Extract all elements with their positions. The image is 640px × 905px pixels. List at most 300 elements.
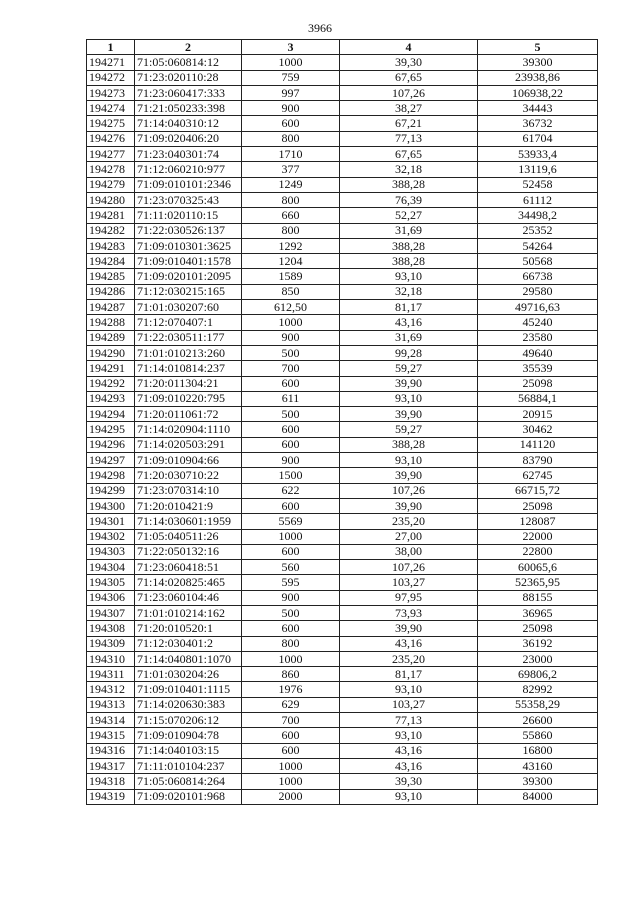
cell-total: 55358,29 — [478, 697, 598, 712]
cell-rate: 388,28 — [340, 238, 478, 253]
cell-area: 1000 — [242, 55, 340, 70]
cell-total: 62745 — [478, 468, 598, 483]
cell-total: 39300 — [478, 774, 598, 789]
cell-rate: 32,18 — [340, 162, 478, 177]
cell-cadastral-number: 71:14:020630:383 — [135, 697, 242, 712]
table-row — [87, 651, 598, 666]
cell-rate: 27,00 — [340, 529, 478, 544]
cell-rate: 107,26 — [340, 85, 478, 100]
table-row — [87, 774, 598, 789]
header-row — [87, 40, 598, 55]
cell-total: 22000 — [478, 529, 598, 544]
cell-record-id: 194309 — [87, 636, 135, 651]
cell-record-id: 194276 — [87, 131, 135, 146]
cell-cadastral-number: 71:20:030710:22 — [135, 468, 242, 483]
cell-rate: 43,16 — [340, 758, 478, 773]
cell-rate: 38,00 — [340, 544, 478, 559]
cell-rate: 43,16 — [340, 315, 478, 330]
cell-area: 600 — [242, 544, 340, 559]
cell-area: 800 — [242, 636, 340, 651]
table-row — [87, 391, 598, 406]
table-row — [87, 223, 598, 238]
cell-cadastral-number: 71:12:030215:165 — [135, 284, 242, 299]
table-row — [87, 284, 598, 299]
cell-rate: 388,28 — [340, 177, 478, 192]
cell-area: 1976 — [242, 682, 340, 697]
cell-rate: 93,10 — [340, 789, 478, 804]
cell-total: 52365,95 — [478, 575, 598, 590]
cell-cadastral-number: 71:09:020101:968 — [135, 789, 242, 804]
cell-record-id: 194307 — [87, 605, 135, 620]
cell-total: 66738 — [478, 269, 598, 284]
table-row — [87, 85, 598, 100]
table-row — [87, 422, 598, 437]
cell-cadastral-number: 71:23:060418:51 — [135, 560, 242, 575]
cell-area: 660 — [242, 208, 340, 223]
cell-record-id: 194271 — [87, 55, 135, 70]
cell-total: 25098 — [478, 621, 598, 636]
table-row — [87, 514, 598, 529]
table-row — [87, 682, 598, 697]
cell-cadastral-number: 71:21:050233:398 — [135, 101, 242, 116]
table-row — [87, 177, 598, 192]
cell-rate: 39,90 — [340, 407, 478, 422]
cell-total: 30462 — [478, 422, 598, 437]
cell-cadastral-number: 71:11:020110:15 — [135, 208, 242, 223]
table-row — [87, 575, 598, 590]
cell-record-id: 194292 — [87, 376, 135, 391]
cell-total: 25352 — [478, 223, 598, 238]
cell-total: 55860 — [478, 728, 598, 743]
cell-cadastral-number: 71:01:030204:26 — [135, 667, 242, 682]
cell-record-id: 194289 — [87, 330, 135, 345]
cell-record-id: 194313 — [87, 697, 135, 712]
cell-rate: 93,10 — [340, 269, 478, 284]
cell-record-id: 194281 — [87, 208, 135, 223]
cell-rate: 39,90 — [340, 498, 478, 513]
cell-area: 600 — [242, 743, 340, 758]
cell-total: 84000 — [478, 789, 598, 804]
table-body — [87, 55, 598, 805]
cell-rate: 73,93 — [340, 605, 478, 620]
cell-rate: 67,65 — [340, 70, 478, 85]
table-row — [87, 254, 598, 269]
cell-total: 35539 — [478, 361, 598, 376]
cell-area: 900 — [242, 590, 340, 605]
cell-total: 20915 — [478, 407, 598, 422]
cell-area: 860 — [242, 667, 340, 682]
cell-rate: 103,27 — [340, 697, 478, 712]
cell-total: 34443 — [478, 101, 598, 116]
cell-record-id: 194290 — [87, 345, 135, 360]
cell-rate: 39,90 — [340, 468, 478, 483]
cell-cadastral-number: 71:23:060104:46 — [135, 590, 242, 605]
cell-area: 612,50 — [242, 300, 340, 315]
cell-area: 2000 — [242, 789, 340, 804]
cell-total: 25098 — [478, 498, 598, 513]
table-row — [87, 300, 598, 315]
cell-total: 22800 — [478, 544, 598, 559]
cell-rate: 32,18 — [340, 284, 478, 299]
cell-record-id: 194306 — [87, 590, 135, 605]
cell-area: 500 — [242, 407, 340, 422]
cell-cadastral-number: 71:14:030601:1959 — [135, 514, 242, 529]
cell-cadastral-number: 71:14:020825:465 — [135, 575, 242, 590]
cell-record-id: 194319 — [87, 789, 135, 804]
cell-rate: 39,30 — [340, 55, 478, 70]
cell-area: 595 — [242, 575, 340, 590]
cell-rate: 39,90 — [340, 376, 478, 391]
cell-cadastral-number: 71:09:010401:1578 — [135, 254, 242, 269]
cell-cadastral-number: 71:23:070325:43 — [135, 192, 242, 207]
cell-area: 600 — [242, 621, 340, 636]
cell-record-id: 194278 — [87, 162, 135, 177]
cell-total: 23000 — [478, 651, 598, 666]
cell-record-id: 194272 — [87, 70, 135, 85]
cell-cadastral-number: 71:22:030511:177 — [135, 330, 242, 345]
table-row — [87, 131, 598, 146]
cell-total: 60065,6 — [478, 560, 598, 575]
cell-cadastral-number: 71:20:011061:72 — [135, 407, 242, 422]
table-row — [87, 376, 598, 391]
table-row — [87, 208, 598, 223]
column-header-1: 1 — [87, 40, 135, 55]
cell-total: 29580 — [478, 284, 598, 299]
column-header-3: 3 — [242, 40, 340, 55]
table-row — [87, 55, 598, 70]
cell-cadastral-number: 71:14:040310:12 — [135, 116, 242, 131]
cell-total: 141120 — [478, 437, 598, 452]
cell-record-id: 194279 — [87, 177, 135, 192]
cell-record-id: 194300 — [87, 498, 135, 513]
cell-cadastral-number: 71:09:020406:20 — [135, 131, 242, 146]
cell-area: 900 — [242, 330, 340, 345]
cell-total: 36192 — [478, 636, 598, 651]
cell-cadastral-number: 71:14:020503:291 — [135, 437, 242, 452]
cell-area: 1710 — [242, 147, 340, 162]
cell-rate: 97,95 — [340, 590, 478, 605]
cell-cadastral-number: 71:05:060814:264 — [135, 774, 242, 789]
cell-total: 13119,6 — [478, 162, 598, 177]
cell-record-id: 194314 — [87, 713, 135, 728]
cell-total: 69806,2 — [478, 667, 598, 682]
cell-cadastral-number: 71:05:060814:12 — [135, 55, 242, 70]
cell-area: 1000 — [242, 774, 340, 789]
table-row — [87, 483, 598, 498]
cell-cadastral-number: 71:23:070314:10 — [135, 483, 242, 498]
cell-cadastral-number: 71:09:010220:795 — [135, 391, 242, 406]
cell-rate: 81,17 — [340, 667, 478, 682]
cell-total: 88155 — [478, 590, 598, 605]
cell-record-id: 194284 — [87, 254, 135, 269]
cell-area: 600 — [242, 116, 340, 131]
cell-record-id: 194317 — [87, 758, 135, 773]
table-row — [87, 453, 598, 468]
cell-record-id: 194318 — [87, 774, 135, 789]
table-row — [87, 697, 598, 712]
cell-record-id: 194297 — [87, 453, 135, 468]
cell-total: 61704 — [478, 131, 598, 146]
cell-rate: 107,26 — [340, 483, 478, 498]
cell-record-id: 194293 — [87, 391, 135, 406]
data-table — [86, 39, 598, 805]
cell-cadastral-number: 71:23:060417:333 — [135, 85, 242, 100]
cell-area: 1000 — [242, 529, 340, 544]
cell-rate: 77,13 — [340, 713, 478, 728]
table-row — [87, 147, 598, 162]
cell-cadastral-number: 71:01:010214:162 — [135, 605, 242, 620]
cell-record-id: 194295 — [87, 422, 135, 437]
cell-area: 700 — [242, 361, 340, 376]
cell-record-id: 194312 — [87, 682, 135, 697]
cell-rate: 59,27 — [340, 422, 478, 437]
table-row — [87, 101, 598, 116]
cell-area: 600 — [242, 437, 340, 452]
cell-rate: 93,10 — [340, 453, 478, 468]
cell-record-id: 194310 — [87, 651, 135, 666]
cell-rate: 38,27 — [340, 101, 478, 116]
cell-record-id: 194283 — [87, 238, 135, 253]
table-row — [87, 713, 598, 728]
cell-area: 700 — [242, 713, 340, 728]
cell-total: 66715,72 — [478, 483, 598, 498]
cell-area: 800 — [242, 223, 340, 238]
cell-record-id: 194299 — [87, 483, 135, 498]
cell-record-id: 194277 — [87, 147, 135, 162]
cell-total: 61112 — [478, 192, 598, 207]
table-row — [87, 621, 598, 636]
table-row — [87, 192, 598, 207]
cell-rate: 43,16 — [340, 636, 478, 651]
cell-total: 25098 — [478, 376, 598, 391]
table-row — [87, 498, 598, 513]
table-row — [87, 560, 598, 575]
cell-area: 1204 — [242, 254, 340, 269]
cell-record-id: 194316 — [87, 743, 135, 758]
cell-area: 600 — [242, 498, 340, 513]
cell-cadastral-number: 71:15:070206:12 — [135, 713, 242, 728]
table-row — [87, 758, 598, 773]
cell-rate: 67,65 — [340, 147, 478, 162]
cell-cadastral-number: 71:09:010401:1115 — [135, 682, 242, 697]
table-row — [87, 743, 598, 758]
cell-area: 377 — [242, 162, 340, 177]
table-row — [87, 345, 598, 360]
table-row — [87, 468, 598, 483]
cell-cadastral-number: 71:22:030526:137 — [135, 223, 242, 238]
cell-cadastral-number: 71:05:040511:26 — [135, 529, 242, 544]
cell-record-id: 194286 — [87, 284, 135, 299]
cell-total: 53933,4 — [478, 147, 598, 162]
cell-total: 36732 — [478, 116, 598, 131]
table-row — [87, 162, 598, 177]
cell-record-id: 194282 — [87, 223, 135, 238]
cell-rate: 93,10 — [340, 682, 478, 697]
cell-rate: 31,69 — [340, 223, 478, 238]
cell-cadastral-number: 71:20:011304:21 — [135, 376, 242, 391]
cell-record-id: 194308 — [87, 621, 135, 636]
cell-area: 1000 — [242, 758, 340, 773]
cell-total: 16800 — [478, 743, 598, 758]
cell-cadastral-number: 71:23:040301:74 — [135, 147, 242, 162]
cell-total: 54264 — [478, 238, 598, 253]
cell-record-id: 194303 — [87, 544, 135, 559]
column-header-4: 4 — [340, 40, 478, 55]
cell-record-id: 194296 — [87, 437, 135, 452]
cell-area: 622 — [242, 483, 340, 498]
cell-rate: 99,28 — [340, 345, 478, 360]
cell-cadastral-number: 71:01:010213:260 — [135, 345, 242, 360]
table-row — [87, 315, 598, 330]
cell-area: 900 — [242, 453, 340, 468]
cell-area: 900 — [242, 101, 340, 116]
cell-record-id: 194273 — [87, 85, 135, 100]
cell-total: 56884,1 — [478, 391, 598, 406]
table-row — [87, 544, 598, 559]
table-row — [87, 437, 598, 452]
cell-total: 50568 — [478, 254, 598, 269]
cell-cadastral-number: 71:09:010301:3625 — [135, 238, 242, 253]
cell-total: 26600 — [478, 713, 598, 728]
cell-rate: 77,13 — [340, 131, 478, 146]
cell-cadastral-number: 71:14:020904:1110 — [135, 422, 242, 437]
cell-total: 45240 — [478, 315, 598, 330]
table-row — [87, 789, 598, 804]
cell-cadastral-number: 71:12:030401:2 — [135, 636, 242, 651]
column-header-2: 2 — [135, 40, 242, 55]
cell-cadastral-number: 71:20:010421:9 — [135, 498, 242, 513]
cell-rate: 103,27 — [340, 575, 478, 590]
cell-total: 82992 — [478, 682, 598, 697]
cell-area: 560 — [242, 560, 340, 575]
cell-record-id: 194274 — [87, 101, 135, 116]
cell-total: 34498,2 — [478, 208, 598, 223]
cell-rate: 93,10 — [340, 728, 478, 743]
cell-area: 1292 — [242, 238, 340, 253]
cell-total: 49640 — [478, 345, 598, 360]
cell-record-id: 194275 — [87, 116, 135, 131]
cell-area: 759 — [242, 70, 340, 85]
cell-total: 49716,63 — [478, 300, 598, 315]
cell-cadastral-number: 71:20:010520:1 — [135, 621, 242, 636]
table-row — [87, 529, 598, 544]
cell-rate: 31,69 — [340, 330, 478, 345]
cell-record-id: 194302 — [87, 529, 135, 544]
cell-total: 128087 — [478, 514, 598, 529]
cell-total: 52458 — [478, 177, 598, 192]
cell-cadastral-number: 71:14:010814:237 — [135, 361, 242, 376]
cell-area: 611 — [242, 391, 340, 406]
table-row — [87, 407, 598, 422]
cell-total: 43160 — [478, 758, 598, 773]
table-row — [87, 667, 598, 682]
cell-rate: 107,26 — [340, 560, 478, 575]
cell-cadastral-number: 71:23:020110:28 — [135, 70, 242, 85]
cell-area: 1589 — [242, 269, 340, 284]
cell-total: 106938,22 — [478, 85, 598, 100]
cell-area: 850 — [242, 284, 340, 299]
cell-total: 36965 — [478, 605, 598, 620]
cell-area: 997 — [242, 85, 340, 100]
cell-record-id: 194304 — [87, 560, 135, 575]
table-row — [87, 590, 598, 605]
cell-cadastral-number: 71:12:070407:1 — [135, 315, 242, 330]
cell-record-id: 194298 — [87, 468, 135, 483]
column-header-5: 5 — [478, 40, 598, 55]
cell-area: 500 — [242, 345, 340, 360]
cell-record-id: 194301 — [87, 514, 135, 529]
cell-cadastral-number: 71:09:010904:78 — [135, 728, 242, 743]
cell-record-id: 194287 — [87, 300, 135, 315]
cell-area: 1500 — [242, 468, 340, 483]
cell-total: 83790 — [478, 453, 598, 468]
cell-cadastral-number: 71:09:010904:66 — [135, 453, 242, 468]
cell-rate: 388,28 — [340, 437, 478, 452]
cell-rate: 52,27 — [340, 208, 478, 223]
cell-rate: 81,17 — [340, 300, 478, 315]
cell-area: 600 — [242, 728, 340, 743]
cell-area: 800 — [242, 131, 340, 146]
table-row — [87, 361, 598, 376]
cell-cadastral-number: 71:09:020101:2095 — [135, 269, 242, 284]
cell-record-id: 194305 — [87, 575, 135, 590]
cell-area: 600 — [242, 376, 340, 391]
table-row — [87, 238, 598, 253]
cell-record-id: 194311 — [87, 667, 135, 682]
cell-area: 500 — [242, 605, 340, 620]
cell-cadastral-number: 71:14:040103:15 — [135, 743, 242, 758]
cell-rate: 388,28 — [340, 254, 478, 269]
table-header — [87, 40, 598, 55]
cell-rate: 235,20 — [340, 514, 478, 529]
cell-record-id: 194294 — [87, 407, 135, 422]
cell-area: 5569 — [242, 514, 340, 529]
cell-cadastral-number: 71:01:030207:60 — [135, 300, 242, 315]
cell-area: 1249 — [242, 177, 340, 192]
table-row — [87, 269, 598, 284]
cell-cadastral-number: 71:12:060210:977 — [135, 162, 242, 177]
page-number: 3966 — [308, 21, 332, 35]
cell-record-id: 194285 — [87, 269, 135, 284]
table-row — [87, 70, 598, 85]
cell-area: 1000 — [242, 651, 340, 666]
table-row — [87, 116, 598, 131]
cell-rate: 235,20 — [340, 651, 478, 666]
cell-area: 1000 — [242, 315, 340, 330]
cell-rate: 59,27 — [340, 361, 478, 376]
table-row — [87, 636, 598, 651]
cell-record-id: 194315 — [87, 728, 135, 743]
cell-cadastral-number: 71:09:010101:2346 — [135, 177, 242, 192]
table-row — [87, 330, 598, 345]
cell-rate: 39,30 — [340, 774, 478, 789]
cell-cadastral-number: 71:14:040801:1070 — [135, 651, 242, 666]
cell-rate: 39,90 — [340, 621, 478, 636]
cell-record-id: 194280 — [87, 192, 135, 207]
table-row — [87, 728, 598, 743]
cell-area: 629 — [242, 697, 340, 712]
cell-rate: 43,16 — [340, 743, 478, 758]
cell-cadastral-number: 71:11:010104:237 — [135, 758, 242, 773]
cell-area: 800 — [242, 192, 340, 207]
cell-total: 23580 — [478, 330, 598, 345]
cell-total: 39300 — [478, 55, 598, 70]
cell-area: 600 — [242, 422, 340, 437]
cell-rate: 67,21 — [340, 116, 478, 131]
cell-total: 23938,86 — [478, 70, 598, 85]
cell-record-id: 194291 — [87, 361, 135, 376]
cell-cadastral-number: 71:22:050132:16 — [135, 544, 242, 559]
